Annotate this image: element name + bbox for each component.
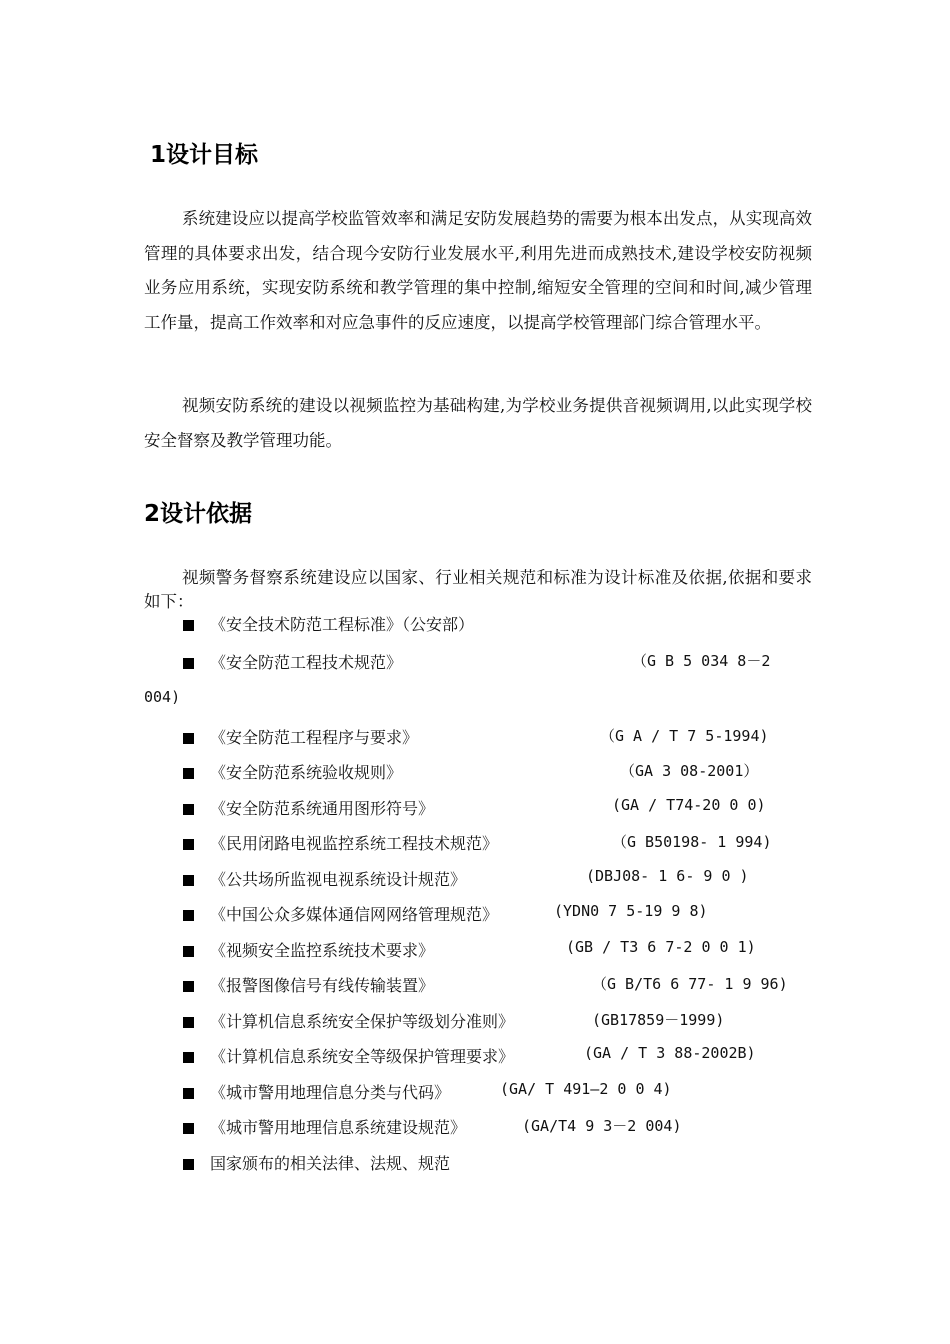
standard-code: (GB / T3 6 7-2 0 0 1): [566, 938, 756, 956]
standard-title: 《中国公众多媒体通信网网络管理规范》: [210, 905, 499, 924]
square-bullet-icon: [183, 1052, 194, 1063]
standard-code: (GA/ T 491—2 0 0 4): [500, 1080, 672, 1098]
list-item: [0, 796, 950, 826]
square-bullet-icon: [183, 804, 194, 815]
standard-code: (YDN0 7 5-19 9 8): [554, 902, 708, 920]
list-item: [0, 1009, 950, 1039]
square-bullet-icon: [183, 875, 194, 886]
standard-code: （G B/T6 6 77- 1 9 96): [592, 975, 788, 993]
paragraph-basis-intro: 视频警务督察系统建设应以国家、行业相关规范和标准为设计标准及依据,依据和要求如下：: [144, 568, 812, 611]
square-bullet-icon: [183, 620, 194, 631]
list-item: [0, 1044, 950, 1074]
standard-code: (GA / T74-20 0 0): [612, 796, 766, 814]
square-bullet-icon: [183, 658, 194, 669]
standard-code: （GA 3 08-2001）: [620, 762, 759, 780]
list-item: [0, 688, 950, 718]
section-heading-design-basis: 2设计依据: [144, 501, 253, 527]
standard-title: 《安全防范系统通用图形符号》: [210, 799, 435, 818]
square-bullet-icon: [183, 946, 194, 957]
standard-title: 《安全防范工程技术规范》: [210, 653, 403, 672]
standard-title: 《城市警用地理信息系统建设规范》: [210, 1118, 467, 1137]
standard-code: (GA/T4 9 3－2 004): [522, 1117, 682, 1135]
square-bullet-icon: [183, 1159, 194, 1170]
square-bullet-icon: [183, 1123, 194, 1134]
standard-title: 《安全技术防范工程标准》（公安部）: [210, 615, 475, 634]
list-item: [0, 938, 950, 968]
standard-title: 《安全防范系统验收规则》: [210, 763, 403, 782]
square-bullet-icon: [183, 839, 194, 850]
standard-title: 《公共场所监视电视系统设计规范》: [210, 870, 467, 889]
paragraph-video-security: 视频安防系统的建设以视频监控为基础构建,为学校业务提供音视频调用,以此实现学校安全督察及教学管理功能。: [144, 396, 812, 450]
standard-title: 《报警图像信号有线传输装置》: [210, 976, 435, 995]
list-item: [0, 760, 950, 790]
list-item: [0, 1115, 950, 1145]
list-item: [0, 973, 950, 1003]
standard-title: 《计算机信息系统安全保护等级划分准则》: [210, 1012, 515, 1031]
list-item: [0, 831, 950, 861]
standard-code-wrap: 004): [144, 688, 181, 706]
standard-code: （G B 5 034 8－2: [632, 652, 771, 670]
section-heading-design-goals: 1设计目标: [150, 142, 259, 168]
list-item: [0, 902, 950, 932]
square-bullet-icon: [183, 1017, 194, 1028]
standard-title: 《计算机信息系统安全等级保护管理要求》: [210, 1047, 515, 1066]
square-bullet-icon: [183, 981, 194, 992]
standard-code: （G B50198- 1 994): [612, 833, 772, 851]
standard-title: 《视频安全监控系统技术要求》: [210, 941, 435, 960]
list-item: [0, 725, 950, 755]
list-item: [0, 650, 950, 680]
standard-title: 国家颁布的相关法律、法规、规范: [210, 1154, 451, 1173]
paragraph-design-goals: 系统建设应以提高学校监管效率和满足安防发展趋势的需要为根本出发点，从实现高效管理的具体要求出发，结合现今安防行业发展水平,利用先进而成熟技术,建设学校安防视频业务应用系统，实现安防系统和教学管理的集中控制,缩短安全管理的空间和时间,减少管理工作量，提高工作效率和对应急事件的反应速度，以提高学校管理部门综合管理水平。: [144, 209, 812, 333]
square-bullet-icon: [183, 733, 194, 744]
list-item: [0, 1151, 950, 1181]
standard-code: (GB17859－1999): [592, 1011, 725, 1029]
standard-title: 《安全防范工程程序与要求》: [210, 728, 419, 747]
square-bullet-icon: [183, 768, 194, 779]
list-item: [0, 1080, 950, 1110]
standard-code: (GA / T 3 88-2002B): [584, 1044, 756, 1062]
standard-code: （G A / T 7 5-1994): [600, 727, 769, 745]
standard-title: 《民用闭路电视监控系统工程技术规范》: [210, 834, 499, 853]
standard-code: (DBJ08- 1 6- 9 0 ): [586, 867, 749, 885]
standard-title: 《城市警用地理信息分类与代码》: [210, 1083, 451, 1102]
square-bullet-icon: [183, 910, 194, 921]
list-item: [0, 867, 950, 897]
square-bullet-icon: [183, 1088, 194, 1099]
list-item: [0, 612, 950, 642]
